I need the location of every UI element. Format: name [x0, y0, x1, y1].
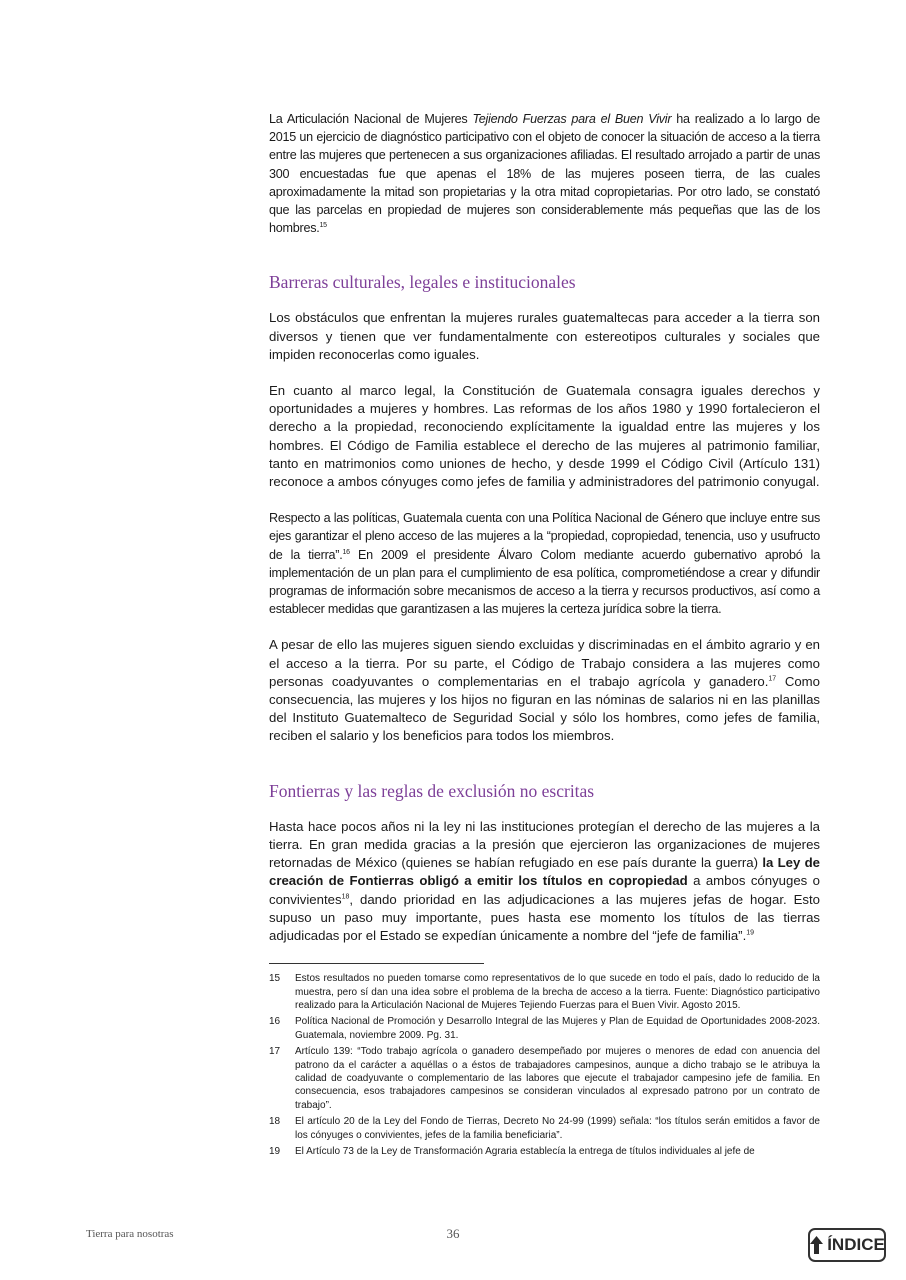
intro-paragraph: [269, 110, 820, 237]
footnote-number: 19: [269, 1145, 281, 1157]
footnote-text: Política Nacional de Promoción y Desarrollo Integral de las Mujeres y Plan de Equidad de Oportunidades 2008-2023. Guatemala, noviembre 2009. Pg. 31.: [295, 1016, 820, 1041]
footnote-number: 15: [269, 973, 281, 985]
intro-text-rest: ha realizado a lo largo de 2015 un ejercicio de diagnóstico participativo con el objeto de conocer la situación de acceso a la tierra entre las mujeres que pertenecen a sus organizaciones afiliadas. El resultado arrojado a partir de unas 300 encuestadas fue que apenas el 18% de las mujeres poseen tierra, de las cuales aproximadamente la mitad son propietarias y la otra mitad copropietarias. Por otro lado, se constató que las parcelas en propiedad de mujeres son considerablemente más pequeñas que las de los hombres.: [269, 112, 820, 236]
footnote: [269, 1015, 820, 1042]
exclusion-text-a: A pesar de ello las mujeres siguen siendo excluidas y discriminadas en el ámbito agrario y en el acceso a la tierra. Por su parte, el Código de Trabajo considera a las mujeres como personas coadyuvantes o complementarias en el trabajo agrícola y ganadero.: [269, 637, 820, 689]
footnote-ref-15[interactable]: 15: [319, 222, 327, 230]
paragraph-fontierras: [269, 818, 820, 945]
footnote: [269, 1045, 820, 1112]
footnote-text: El artículo 20 de la Ley del Fondo de Tierras, Decreto No 24-99 (1999) señala: “los títulos serán emitidos a favor de los cónyuges o convivientes, jefes de la familia beneficiaria”.: [295, 1116, 820, 1141]
footnote-number: 17: [269, 1046, 281, 1058]
fontierras-text-b: a ambos cónyuges o convivientes: [269, 873, 821, 907]
page-number: 36: [446, 1226, 460, 1241]
section-heading-fontierras: Fontierras y las reglas de exclusión no escritas: [269, 780, 595, 801]
paragraph-marco-legal: En cuanto al marco legal, la Constitución de Guatemala consagra iguales derechos y oportunidades a mujeres y hombres. Las reformas de los años 1980 y 1990 fortalecieron el derecho a la propiedad, reconociendo explícitamente la igualdad entre las mujeres y los hombres. El Código de Familia establece el derecho de las mujeres al patrimonio familiar, tanto en matrimonios como uniones de hecho, y desde 1999 el Código Civil (Artículo 131) reconoce a ambos cónyuges como jefes de familia y administradores del patrimonio conyugal.: [269, 383, 820, 490]
footnote-text: Estos resultados no pueden tomarse como representativos de lo que sucede en todo el país, dado lo reducido de la muestra, pero sí dan una idea sobre el problema de la brecha de acceso a la tierra. Fuente: Diagnóstico participativo realizado para la Articulación Nacional de Mujeres Tejiendo Fuerzas para el Buen Vivir. Agosto 2015.: [295, 973, 820, 1011]
running-footer-title: Tierra para nosotras: [86, 1228, 174, 1240]
footnote: [269, 1115, 820, 1142]
politicas-text-b: En 2009 el presidente Álvaro Colom mediante acuerdo gubernativo aprobó la implementación de un plan para el cumplimiento de esa política, comprometiéndose a crear y difundir programas de información sobre mecanismos de acceso a la tierra y recursos productivos, así como a establecer medidas que garantizasen a las mujeres la certeza jurídica sobre la tierra.: [269, 547, 820, 617]
footnote-text: Artículo 139: “Todo trabajo agrícola o ganadero desempeñado por mujeres o menores de edad con anuencia del patrono da el carácter a aquéllas o a éstos de trabajadores campesinos, aunque a dicho trabajo se le atribuya la calidad de coadyuvante o complementario de las labores que ejecute el trabajador campesino jefe de familia. En consecuencia, esos trabajadores campesinos se consideran vinculados al expresado patrono por un contrato de trabajo”.: [295, 1046, 820, 1111]
footnote-text: El Artículo 73 de la Ley de Transformación Agraria establecía la entrega de títulos individuales al jefe de: [295, 1145, 755, 1157]
politicas-text-a: Respecto a las políticas, Guatemala cuenta con una Política Nacional de Género que incluye entre sus ejes garantizar el pleno acceso de las mujeres a la “propiedad, copropiedad, tenencia, uso y usufructo de la tierra”.: [269, 511, 820, 562]
footnote-ref-16[interactable]: 16: [342, 548, 350, 556]
footnote-number: 18: [269, 1116, 281, 1128]
footnote: [269, 972, 820, 1012]
footnote-number: 16: [269, 1016, 281, 1028]
footnote: [269, 1145, 820, 1158]
organization-name: Tejiendo Fuerzas para el Buen Vivir: [472, 112, 672, 126]
index-button-label: ÍNDICE: [827, 1235, 885, 1254]
arrow-up-icon: [809, 1235, 824, 1255]
section-heading-barreras: Barreras culturales, legales e institucionales: [269, 272, 576, 293]
paragraph-politicas: [269, 509, 820, 618]
footnote-ref-18[interactable]: 18: [341, 893, 350, 901]
main-content: [269, 110, 820, 1161]
exclusion-text-b: Como consecuencia, las mujeres y los hijos no figuran en las nóminas de salarios ni en las planillas del Instituto Guatemalteco de Seguridad Social y sólo los hombres, como jefes de familia, reciben el salario y los beneficios para todos los miembros.: [269, 673, 820, 744]
footnotes: [269, 972, 820, 1158]
footnote-ref-17[interactable]: 17: [768, 675, 777, 683]
index-button[interactable]: [808, 1228, 886, 1262]
fontierras-emphasis: la Ley de creación de Fontierras obligó a emitir los títulos en copropiedad: [269, 855, 820, 889]
footnote-divider: [269, 963, 484, 964]
intro-text-start: La Articulación Nacional de Mujeres: [269, 112, 473, 126]
fontierras-text-a: Hasta hace pocos años ni la ley ni las instituciones protegían el derecho de las mujeres a la tierra. En gran medida gracias a la presión que ejercieron las organizaciones de mujeres retornadas de México (quienes se habían refugiado en ese país durante la guerra): [269, 818, 820, 871]
fontierras-text-c: , dando prioridad en las adjudicaciones a las mujeres jefas de hogar. Esto supuso un paso muy importante, pues hasta ese momento los títulos de las tierras adjudicadas por el Estado se expedían únicamente a nombre del “jefe de familia”.: [269, 891, 820, 943]
paragraph-obstaculos: Los obstáculos que enfrentan la mujeres rurales guatemaltecas para acceder a la tierra son diversos y tienen que ver fundamentalmente con estereotipos culturales y sociales que impiden reconocerlas como iguales.: [269, 310, 820, 362]
paragraph-exclusion: [269, 636, 820, 745]
footnote-ref-19[interactable]: 19: [746, 929, 755, 937]
